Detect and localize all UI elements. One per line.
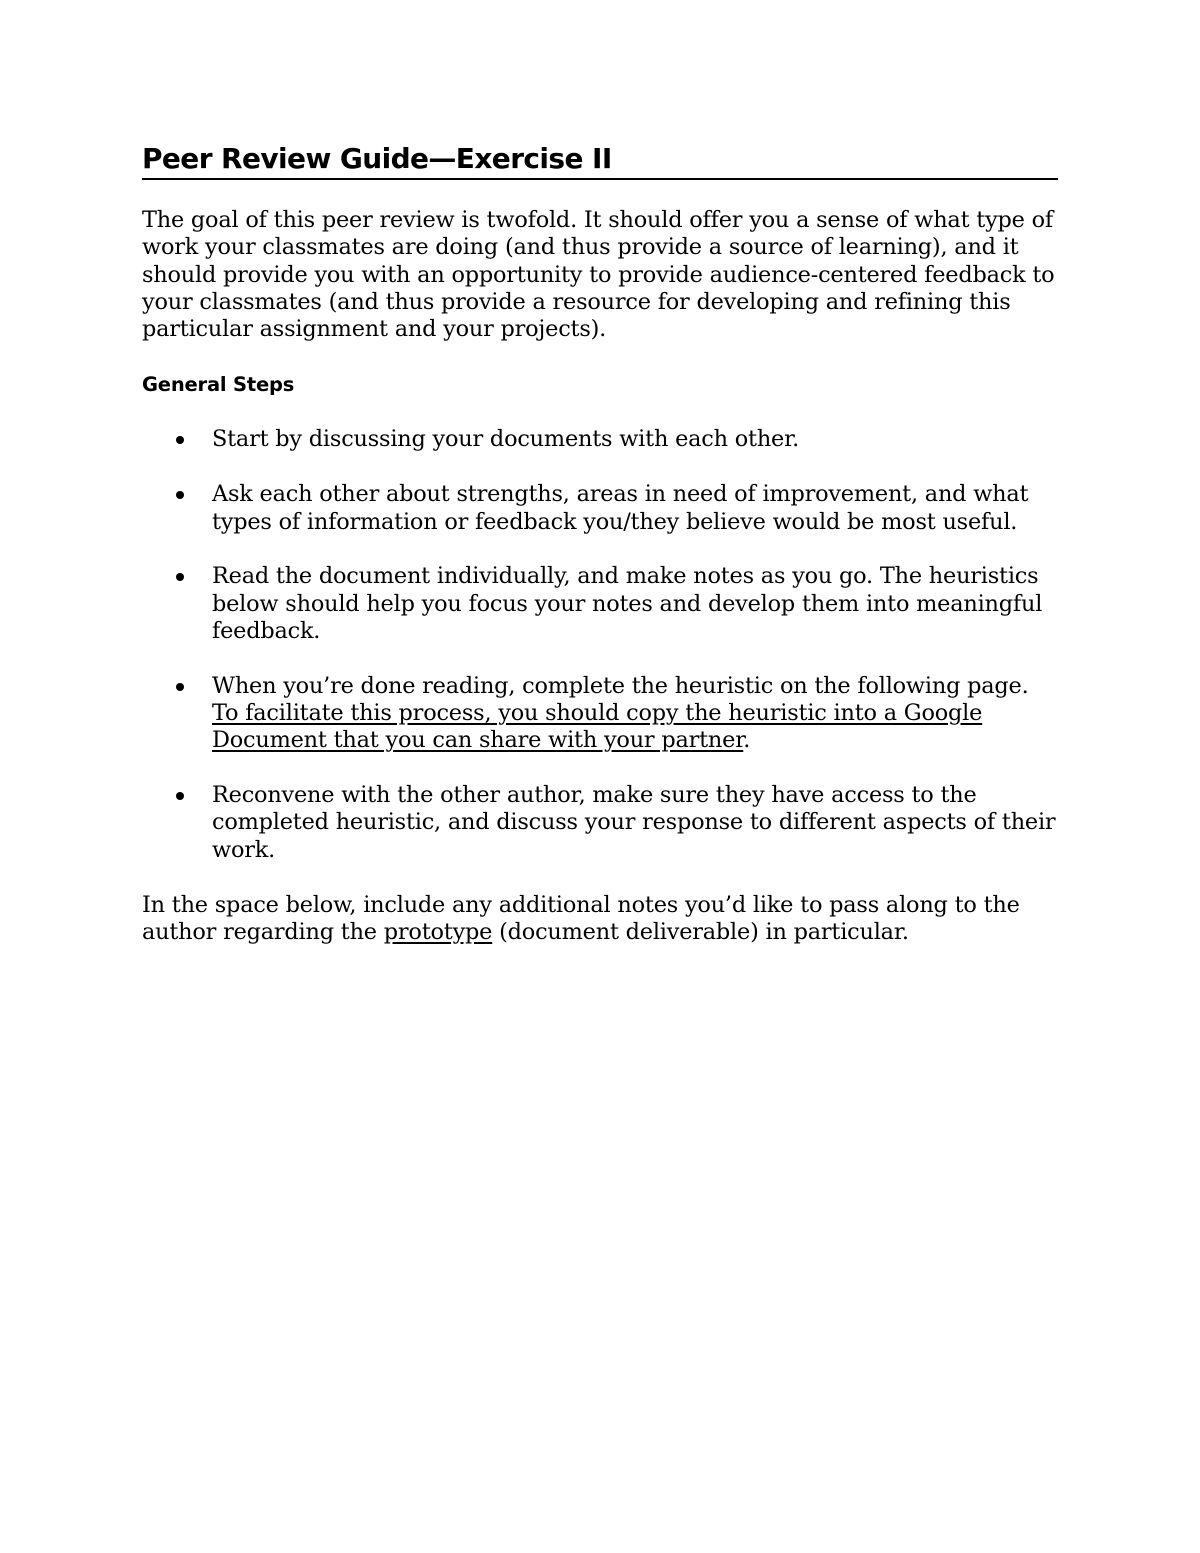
- step-text: When you’re done reading, complete the heuristic on the following page.: [212, 672, 1029, 699]
- closing-paragraph: [142, 892, 1058, 947]
- closing-text-end: (document deliverable) in particular.: [492, 918, 909, 945]
- step-text: Ask each other about strengths, areas in need of improvement, and what types of information or feedback you/they believe would be most useful.: [212, 481, 1029, 535]
- list-item: [142, 782, 1058, 864]
- list-item: [142, 563, 1058, 645]
- section-heading: General Steps: [142, 373, 295, 397]
- bullet-icon: [176, 573, 184, 581]
- underlined-instruction: To facilitate this process, you should copy the heuristic into a Google Document that you can share with your partner: [212, 700, 983, 754]
- list-item: [142, 481, 1058, 536]
- closing-text: In the space below, include any additional notes you’d like to pass along to the author regarding the: [142, 891, 1020, 945]
- bullet-icon: [176, 792, 184, 800]
- steps-list: [142, 426, 1058, 864]
- list-item: [142, 426, 1058, 453]
- bullet-icon: [176, 683, 184, 691]
- intro-paragraph: The goal of this peer review is twofold. It should offer you a sense of what type of work your classmates are doing (and thus provide a source of learning), and it should provide you with an opportunity to provide audience-centered feedback to your classmates (and thus provide a resource for developing and refining this particular assignment and your projects).: [142, 207, 1055, 343]
- document-title: Peer Review Guide—Exercise II: [142, 140, 1058, 180]
- step-text: Start by discussing your documents with each other.: [212, 426, 800, 453]
- step-text: Reconvene with the other author, make sure they have access to the completed heuristic, and discuss your response to different aspects of their work.: [212, 782, 1056, 863]
- bullet-icon: [176, 491, 184, 499]
- list-item: [142, 673, 1058, 755]
- document-page: [142, 140, 1058, 946]
- bullet-icon: [176, 436, 184, 444]
- prototype-term: prototype: [383, 918, 493, 945]
- step-text: Read the document individually, and make notes as you go. The heuristics below should help you focus your notes and develop them into meaningful feedback.: [212, 563, 1043, 644]
- step-text-end: .: [743, 727, 751, 754]
